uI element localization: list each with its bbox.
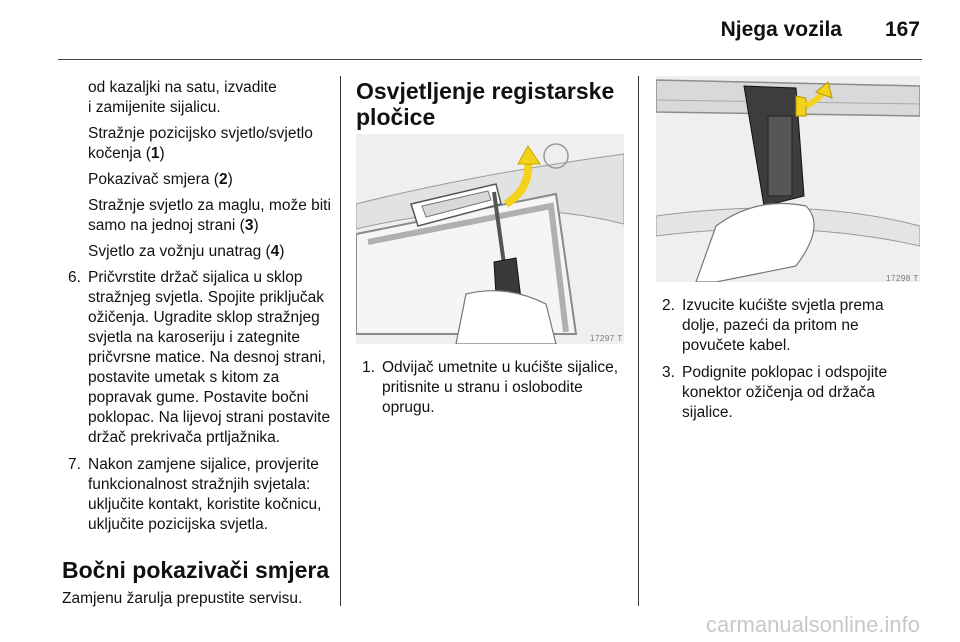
paragraph — [62, 124, 334, 164]
item-text: Nakon zamjene sijalice, provjerite funkcionalnost stražnjih svjetala: uključite kontakt, koristite kočnicu, uključite pozicijska svjetla. — [88, 456, 322, 533]
item-text: Pričvrstite držač sijalica u sklop stražnjeg svjetla. Spojite priključak ožičenja. Ugradite sklop stražnjeg svjetla na karoseriju i zategnite pričvrsne matice. Na desnoj strani, postavite umetak s kitom za popravak gume. Postavite bočni poklopac. Na lijevoj strani postavite držač prekrivača prtljažnika. — [88, 269, 331, 446]
bulb-number: 4 — [270, 243, 280, 260]
column-middle — [356, 78, 628, 130]
paren: ) — [227, 171, 233, 188]
item-text: Odvijač umetnite u kućište sijalice, pritisnite u stranu i oslobodite oprugu. — [382, 359, 619, 416]
illustration-light-housing — [656, 76, 920, 282]
bulb-number: 1 — [150, 145, 160, 162]
text: Stražnje pozicijsko svjetlo/svjetlo kočenja ( — [88, 125, 313, 162]
light-housing-illustration-svg — [656, 76, 920, 282]
illustration-screwdriver — [356, 134, 624, 344]
section-text: Zamjenu žarulja prepustite servisu. — [62, 590, 303, 607]
text-line: od kazaljki na satu, izvadite — [88, 79, 277, 96]
paragraph — [62, 242, 334, 262]
list-item — [356, 358, 628, 418]
list-item — [62, 268, 334, 448]
image-code: 17297 T — [590, 334, 623, 343]
column-divider-left — [340, 76, 341, 606]
section-heading: Osvjetljenje registarske pločice — [356, 78, 615, 130]
text: Pokazivač smjera ( — [88, 171, 219, 188]
paragraph — [62, 196, 334, 236]
bulb-number: 3 — [244, 217, 254, 234]
paren: ) — [159, 145, 165, 162]
image-code: 17298 T — [886, 274, 919, 283]
column-right — [656, 296, 920, 430]
column-left — [62, 78, 334, 609]
text: Svjetlo za vožnju unatrag ( — [88, 243, 271, 260]
column-middle-lower — [356, 358, 628, 425]
paragraph — [62, 78, 334, 118]
header-divider — [58, 59, 922, 60]
page-header — [0, 0, 960, 62]
item-number: 2. — [662, 297, 675, 314]
item-number: 6. — [68, 269, 81, 286]
page-number: 167 — [884, 18, 920, 41]
list-item — [656, 363, 920, 423]
section-heading: Bočni pokazivači smjera — [62, 557, 330, 583]
column-divider-right — [638, 76, 639, 606]
paren: ) — [279, 243, 285, 260]
watermark: carmanualsonline.info — [705, 612, 920, 637]
page-title: Njega vozila — [720, 18, 842, 41]
bulb-number: 2 — [218, 171, 228, 188]
list-item — [62, 455, 334, 535]
item-number: 7. — [68, 456, 81, 473]
text-line: i zamijenite sijalicu. — [88, 99, 221, 116]
list-item — [656, 296, 920, 356]
paren: ) — [253, 217, 259, 234]
screwdriver-illustration-svg — [356, 134, 624, 344]
text: Stražnje svjetlo za maglu, može biti samo na jednoj strani ( — [88, 197, 331, 234]
item-text: Izvucite kućište svjetla prema dolje, pazeći da pritom ne povučete kabel. — [682, 297, 884, 354]
item-number: 1. — [362, 359, 375, 376]
item-text: Podignite poklopac i odspojite konektor ožičenja od držača sijalice. — [682, 364, 888, 421]
item-number: 3. — [662, 364, 675, 381]
paragraph — [62, 170, 334, 190]
